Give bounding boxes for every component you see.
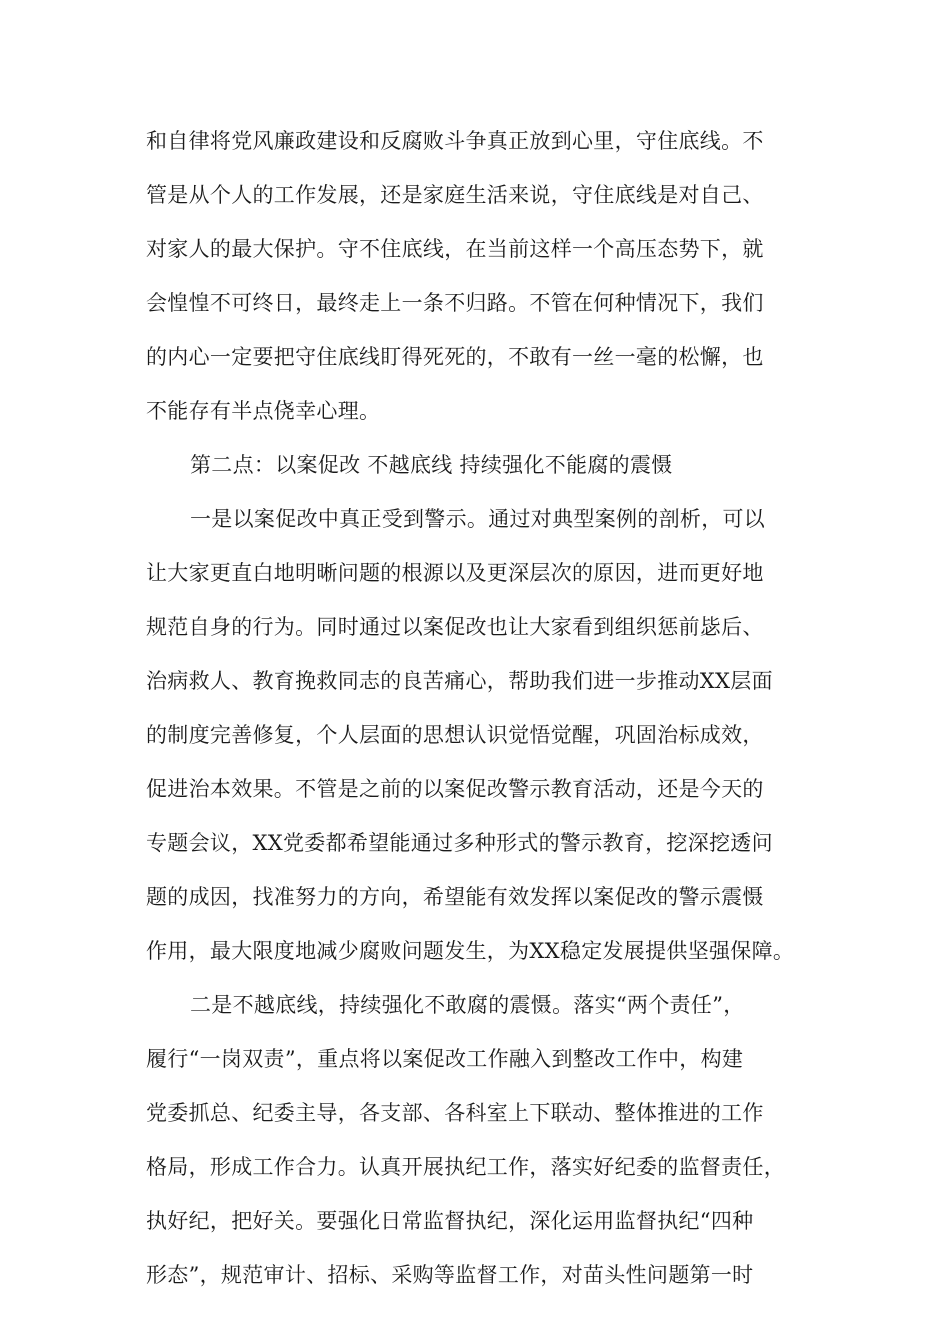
body-text-line: 的制度完善修复，个人层面的思想认识觉悟觉醒，巩固治标成效， [146, 723, 764, 747]
body-text-line: 二是不越底线，持续强化不敢腐的震慑。落实“两个责任”， [190, 993, 745, 1017]
body-text-line: 对家人的最大保护。守不住底线，在当前这样一个高压态势下，就 [146, 237, 764, 261]
body-text-line: 作用，最大限度地减少腐败问题发生，为XX稳定发展提供坚强保障。 [146, 939, 795, 963]
body-text-line: 和自律将党风廉政建设和反腐败斗争真正放到心里，守住底线。不 [146, 129, 764, 153]
body-text-line: 不能存有半点侥幸心理。 [146, 399, 381, 423]
body-text-line: 格局，形成工作合力。认真开展执纪工作，落实好纪委的监督责任， [146, 1155, 785, 1179]
body-text-line: 党委抓总、纪委主导，各支部、各科室上下联动、整体推进的工作 [146, 1101, 764, 1125]
section-heading: 第二点：以案促改 不越底线 持续强化不能腐的震慑 [190, 453, 673, 477]
body-text-line: 执好纪，把好关。要强化日常监督执纪，深化运用监督执纪“四种 [146, 1209, 754, 1233]
body-text-line: 会惶惶不可终日，最终走上一条不归路。不管在何种情况下，我们 [146, 291, 764, 315]
body-text-line: 一是以案促改中真正受到警示。通过对典型案例的剖析，可以 [190, 507, 766, 531]
body-text-line: 履行“一岗双责”，重点将以案促改工作融入到整改工作中，构建 [146, 1047, 744, 1071]
body-text-line: 形态”，规范审计、招标、采购等监督工作，对苗头性问题第一时 [146, 1263, 754, 1287]
body-text-line: 让大家更直白地明晰问题的根源以及更深层次的原因，进而更好地 [146, 561, 764, 585]
body-text-line: 专题会议，XX党委都希望能通过多种形式的警示教育，挖深挖透问 [146, 831, 773, 855]
body-text-line: 规范自身的行为。同时通过以案促改也让大家看到组织惩前毖后、 [146, 615, 764, 639]
body-text-line: 题的成因，找准努力的方向，希望能有效发挥以案促改的警示震慑 [146, 885, 764, 909]
body-text-line: 促进治本效果。不管是之前的以案促改警示教育活动，还是今天的 [146, 777, 764, 801]
body-text-line: 治病救人、教育挽救同志的良苦痛心，帮助我们进一步推动XX层面 [146, 669, 773, 693]
body-text-line: 的内心一定要把守住底线盯得死死的，不敢有一丝一毫的松懈，也 [146, 345, 764, 369]
body-text-line: 管是从个人的工作发展，还是家庭生活来说，守住底线是对自己、 [146, 183, 764, 207]
